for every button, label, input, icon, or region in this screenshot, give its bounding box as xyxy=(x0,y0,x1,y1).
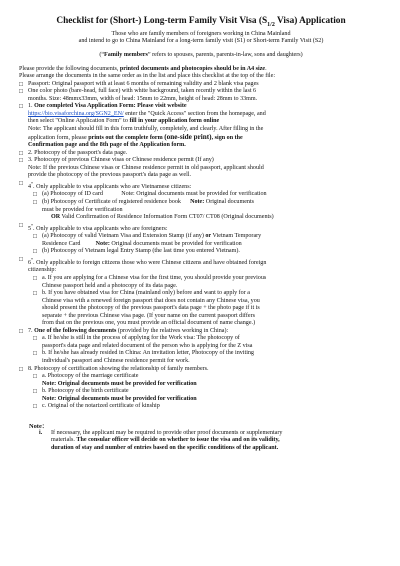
checkbox-icon[interactable]: □ xyxy=(33,388,37,396)
checkbox-icon[interactable]: □ xyxy=(33,198,37,206)
intro-line-2: Please arrange the documents in the same order as in the list and place this checklist at the top of the file: xyxy=(19,73,276,80)
checkbox-icon[interactable]: □ xyxy=(33,290,37,298)
page-title: Checklist for (Short-) Long-term Family Visit Visa ($S_{1/2}$ Visa) Application xyxy=(56,16,346,28)
checklist-item-7a[interactable]: □ a. If he/she is still in the process of applying for the Work visa: The photocopy of passport's data page and related document of the person who is applying for the Z visa xyxy=(33,335,253,349)
checklist-item-7b[interactable]: □ b. If he/she has already resided in China: An invitation letter, Photocopy of the inviting individual's passport and Chinese residence permit for work. xyxy=(33,350,254,364)
checklist-item-4b[interactable]: □ (b) Photocopy of Certificate of registered residence book Note: Original documents must be provided for verification xyxy=(33,198,255,213)
checkbox-icon[interactable]: □ xyxy=(19,80,23,88)
checkbox-icon[interactable]: □ xyxy=(19,327,23,335)
checklist-item-8b[interactable]: □ b. Photocopy of the birth certificate Note: Original documents must be provided for verification xyxy=(33,388,197,402)
checklist-item-5a[interactable]: □ (a) Photocopy of valid Vietnam Visa and Extension Stamp (if any) or Vietnam Temporary Residence Card Note: Original documents must be provided for verification xyxy=(33,233,262,247)
checkbox-icon[interactable]: □ xyxy=(33,373,37,381)
checkbox-icon[interactable]: □ xyxy=(33,350,37,358)
checkbox-icon[interactable]: □ xyxy=(19,103,23,111)
visa-form-link[interactable]: https://bio.visaforchina.org/SGN2_EN/ xyxy=(28,110,124,117)
note-item-i: i. If necessary, the applicant may be required to provide other proof documents or supplementary materials. The consular officer will decide on whether to issue the visa and on its validity, duration of stay and number of entries based on the specific conditions of the applicant. xyxy=(39,429,283,451)
checklist-item-5[interactable]: □ 5*. Only applicable to visa applicants who are foreigners: xyxy=(19,221,168,232)
checkbox-icon[interactable]: □ xyxy=(19,365,23,373)
checklist-item-photo[interactable]: □ One color photo (bare-head, full face) with white background, taken recently within the last 6 months. Size: 48mmx33mm, width of head: 15mm to 22mm, height of head: 28mm to 33mm. xyxy=(19,88,258,102)
checklist-item-6a[interactable]: □ a. If you are applying for a Chinese visa for the first time, you should provide your previous Chinese passport held and a photocopy of its data page. xyxy=(33,274,267,289)
intro-line-1: Please provide the following documents, printed documents and photocopies should be in A4 size. xyxy=(19,65,267,72)
checkbox-icon[interactable]: □ xyxy=(33,274,37,282)
checklist-item-8c[interactable]: □ c. Original of the notarized certificate of kinship xyxy=(33,403,160,411)
checkbox-icon[interactable]: □ xyxy=(33,233,37,241)
checklist-item-8a[interactable]: □ a. Photocopy of the marriage certificate Note: Original documents must be provided for verification xyxy=(33,373,197,387)
checklist-item-application-form[interactable]: □ 1. One completed Visa Application Form: Please visit website https://bio.visaforchina.org/SGN2_EN/ enter the "Quick Access" section from the homepage, and then select "Online Application Form" to fill in your application form online Note: The applicant should fill in this form truthfully, completely, and clearly. After filling in the application form, please prints out the complete form (one-side print), sign on the Confirmation page and the 8th page of the Application form. xyxy=(19,103,266,149)
checkbox-icon[interactable]: □ xyxy=(33,248,37,256)
checklist-item-4a[interactable]: □ (a) Photocopy of ID card Note: Original documents must be provided for verification xyxy=(33,191,267,199)
checklist-item-5b[interactable]: □ (b) Photocopy of Vietnam legal Entry Stamp (the last time you entered Vietnam). xyxy=(33,248,240,256)
checkbox-icon[interactable]: □ xyxy=(33,335,37,343)
checkbox-icon[interactable]: □ xyxy=(33,191,37,199)
checkbox-icon[interactable]: □ xyxy=(19,255,23,263)
checklist-item-7[interactable]: □ 7. One of the following documents (provided by the relatives working in China): xyxy=(19,327,229,335)
checkbox-icon[interactable]: □ xyxy=(19,88,23,96)
checklist-item-4c: OR Valid Confirmation of Residence Information Form CT07/ CT08 (Original documents) xyxy=(51,214,274,221)
subtitle-line-1: Those who are family members of foreigners working in China Mainland xyxy=(111,30,291,37)
checkbox-icon[interactable]: □ xyxy=(19,157,23,165)
family-members-definition: (“Family members” refers to spouses, parents, parents-in-law, sons and daughters) xyxy=(99,52,303,59)
checklist-item-2[interactable]: □ 2. Photocopy of the passport's data page. xyxy=(19,149,128,157)
checklist-item-passport[interactable]: □ Passport: Original passport with at least 6 months of remaining validity and 2 blank visa pages xyxy=(19,80,259,88)
checkbox-icon[interactable]: □ xyxy=(19,221,23,229)
checklist-item-4[interactable]: □ 4*. Only applicable to visa applicants who are Vietnamese citizens: xyxy=(19,179,192,190)
checkbox-icon[interactable]: □ xyxy=(19,149,23,157)
checkbox-icon[interactable]: □ xyxy=(19,179,23,187)
checklist-item-6[interactable]: □ 6*. Only applicable to foreign citizens those who were Chinese citizens and have obtained foreign citizenship: xyxy=(19,255,267,274)
checkbox-icon[interactable]: □ xyxy=(33,403,37,411)
checklist-item-3[interactable]: □ 3. Photocopy of previous Chinese visas or Chinese residence permit (If any) Note: If the previous Chinese visas or Chinese residence permit in old passport, applicant should provide the photocopy of the previous passport's data page as well. xyxy=(19,157,264,179)
checklist-item-8[interactable]: □ 8. Photocopy of certification showing the relationship of family members. xyxy=(19,365,209,373)
note-heading: Note： xyxy=(29,422,49,430)
subtitle-line-2: and intend to go to China Mainland for a long-term family visit (S1) or Short-term Family Visit (S2) xyxy=(78,38,324,45)
checklist-item-6b[interactable]: □ b. If you have obtained visa for China (mainland only) before and want to apply for a Chinese visa with a renewed foreign passport that does not contain any Chinese visa, you should present the photocopy of the previous passport's data page + the photo page if it is separate + the previous Chinese visa page. (If your name on the current passport differs from that on the previous one, you must provide an official document of name change.) xyxy=(33,290,260,327)
